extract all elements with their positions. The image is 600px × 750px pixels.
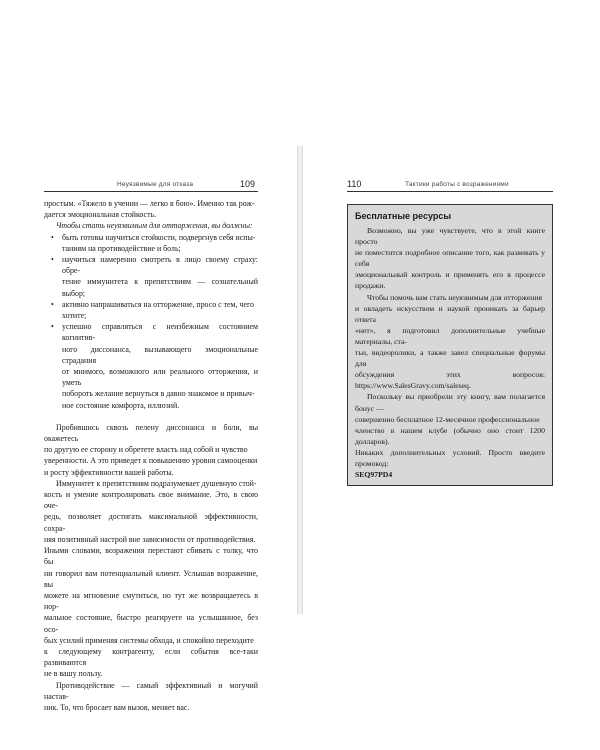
left-page-body <box>44 198 258 713</box>
paragraph-5: Противодействие — самый эффективный и могучий настав- ник. То, что бросает вам вызов, меняет вас. <box>44 680 258 712</box>
running-head-left: Неуязвимые для отказа <box>117 181 194 188</box>
paragraph-4: Иммунитет к препятствиям подразумевает душевную стой- кость и умение контролировать свое внимание. Это, в свою оче- редь, позволяет достигать максимальной эффективности, сохра- няя позитивный настрой вне зависимости от противодействия. Иными словами, возражения перестают сбивать с толку, что бы ни говорил вам потенциальный клиент. Услышав возражение, вы можете на мгновение смутиться, но тут же возвращаетесь в нор- мальное состояние, быстро реагируете на услышанное, без осо- бых усилий применяя системы обхода, и спокойно переходите к следующему контрагенту, если события все-таки развиваются не в вашу пользу. <box>44 478 258 679</box>
promo-code: SEQ97PD4 <box>355 470 393 480</box>
header-rule-right <box>347 191 553 192</box>
box-paragraph-3: Поскольку вы приобрели эту книгу, вам полагается бонус — совершенно бесплатное 12-месячное профессиональное членство в нашем клубе (обычно оно стоит 1200 долларов). Никаких дополнительных условий. Просто введите промокод: SEQ97PD4 <box>355 392 545 480</box>
left-page <box>0 146 297 712</box>
page-number-right: 110 <box>347 179 362 189</box>
free-resources-box <box>347 204 553 486</box>
running-head-right: Тактики работы с возражениями <box>405 181 509 188</box>
list-item: • научиться намеренно смотреть в лицо своему страху: обре- тение иммунитета к препятствиям — сознательный выбор; <box>62 254 258 299</box>
box-paragraph-2: Чтобы помочь вам стать неуязвимым для отторжения и овладеть искусством и наукой проникать за барьер ответа «нет», я подготовил дополнительные учебные материалы, ста- тьи, видеоролики, а также завел специальные форумы для обсуждения этих вопросов: https://www.SalesGravy.com/salesеq. <box>355 292 545 391</box>
book-spread <box>0 146 600 712</box>
paragraph-3: Пробившись сквозь пелену диссонанса и боли, вы окажетесь по другую ее сторону и обретете власть над собой и чувство уверенности. А это приведет к повышению уровня самооценки и росту эффективности вашей работы. <box>44 422 258 477</box>
paragraph-1: простым. «Тяжело в учении — легко в бою». Именно так рож- дается эмоциональная стойкость. <box>44 199 255 220</box>
right-page <box>303 146 600 614</box>
list-item: • быть готовы научиться стойкости, подвергнув себя испы- таниям на противодействие и боль; <box>62 232 258 254</box>
box-paragraph-1: Возможно, вы уже чувствуете, что в этой книге просто не поместится подробное описание того, как развивать у себя эмоциональный контроль и применять его в процессе продажи. <box>355 226 545 291</box>
list-item: • активно напрашиваться на отторжение, просо с тем, чего хотите; <box>62 299 258 321</box>
header-rule-left <box>44 191 258 192</box>
box-title: Бесплатные ресурсы <box>355 211 452 221</box>
requirements-list <box>44 232 258 411</box>
page-number-left: 109 <box>240 179 256 189</box>
list-item: • успешно справляться с неизбежным состоянием когнитив- ного диссонанса, вызывающего эмоциональные страдания от мнимого, возможного или реального отторжения, и уметь побороть желание вернуться в давно знакомое и привыч- ное состояние комфорта, иллюзий. <box>62 321 258 411</box>
list-intro: Чтобы стать неуязвимым для отторжения, вы должны: <box>56 221 253 231</box>
